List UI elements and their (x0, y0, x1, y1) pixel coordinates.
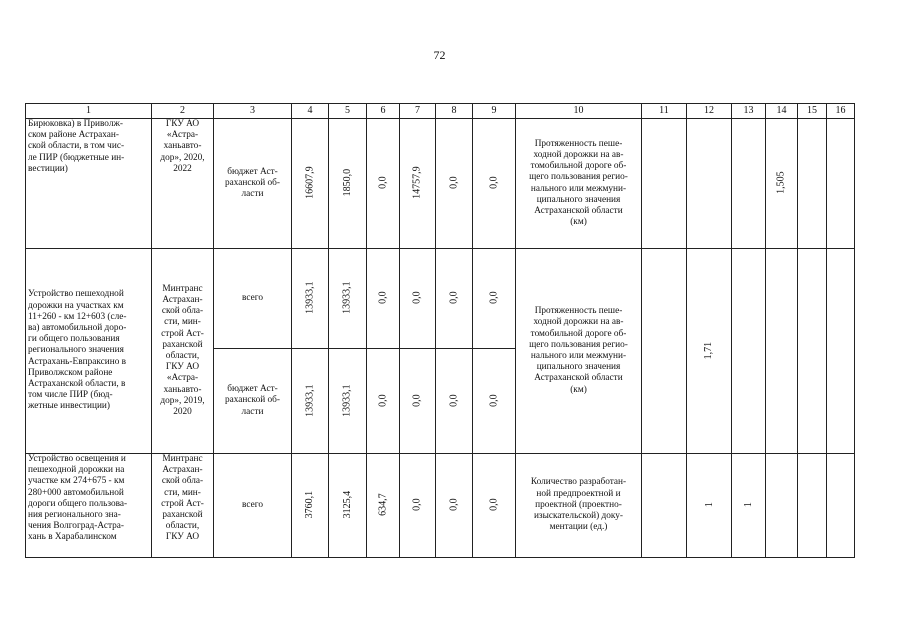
value-cell-12: 1,71 (687, 249, 732, 454)
col-header-6: 6 (367, 104, 400, 119)
value-cell-6: 0,0 (367, 119, 400, 249)
col-header-1: 1 (26, 104, 152, 119)
organization-cell: Минтранс Астрахан- ской обла- сти, мин- строй Аст- раханской области, ГКУ АО «Астра- ханьавто- дор», 2019, 2020 (152, 249, 214, 454)
value-cell-15 (798, 454, 827, 558)
value-cell-9: 0,0 (473, 249, 516, 349)
organization-cell: Минтранс Астрахан- ской обла- сти, мин- строй Аст- раханской области, ГКУ АО (152, 454, 214, 558)
value-cell-9: 0,0 (473, 454, 516, 558)
col-header-3: 3 (214, 104, 292, 119)
value-cell-8: 0,0 (436, 119, 473, 249)
table-row (26, 249, 855, 349)
col-header-16: 16 (827, 104, 855, 119)
value-cell-4: 13933,1 (292, 249, 329, 349)
funding-source-cell: всего (214, 454, 292, 558)
value-cell-16 (827, 249, 855, 454)
table-row (26, 119, 855, 249)
col-header-2: 2 (152, 104, 214, 119)
col-header-13: 13 (732, 104, 766, 119)
value-cell-7: 0,0 (400, 454, 436, 558)
header-row (26, 104, 855, 119)
value-cell-4: 16607,9 (292, 119, 329, 249)
value-cell-5: 13933,1 (329, 249, 367, 349)
value-cell-13 (732, 249, 766, 454)
value-cell-9: 0,0 (473, 119, 516, 249)
value-cell-6: 0,0 (367, 349, 400, 454)
col-header-8: 8 (436, 104, 473, 119)
col-header-10: 10 (516, 104, 642, 119)
col-header-12: 12 (687, 104, 732, 119)
value-cell-7: 0,0 (400, 249, 436, 349)
col-header-11: 11 (642, 104, 687, 119)
value-cell-6: 634,7 (367, 454, 400, 558)
value-cell-7: 14757,9 (400, 119, 436, 249)
indicator-cell: Количество разработан- ной предпроектной и проектной (проектно- изыскательской) доку- ментации (ед.) (516, 454, 642, 558)
col-header-7: 7 (400, 104, 436, 119)
value-cell-14: 1,505 (766, 119, 798, 249)
value-cell-4: 3760,1 (292, 454, 329, 558)
value-cell-12: 1 (687, 454, 732, 558)
indicator-cell: Протяженность пеше- ходной дорожки на ав- томобильной дороге об- щего пользования регио- нального или межмуни- ципального значения Астраханской области (км) (516, 249, 642, 454)
value-cell-13 (732, 119, 766, 249)
value-cell-12 (687, 119, 732, 249)
value-cell-6: 0,0 (367, 249, 400, 349)
funding-source-cell: бюджет Аст- раханской об- ласти (214, 349, 292, 454)
activity-name-cell: Устройство освещения и пешеходной дорожки на участке км 274+675 - км 280+000 автомобильной дороги общего пользова- ния регионального зна- чения Волгоград-Астра- хань в Харабалинском (26, 454, 152, 558)
funding-source-cell: бюджет Аст- раханской об- ласти (214, 119, 292, 249)
value-cell-16 (827, 454, 855, 558)
value-cell-15 (798, 249, 827, 454)
value-cell-8: 0,0 (436, 349, 473, 454)
col-header-4: 4 (292, 104, 329, 119)
value-cell-14 (766, 249, 798, 454)
funding-source-cell: всего (214, 249, 292, 349)
indicator-cell: Протяженность пеше- ходной дорожки на ав- томобильной дороге об- щего пользования регио- нального или межмуни- ципального значения Астраханской области (км) (516, 119, 642, 249)
value-cell-11 (642, 249, 687, 454)
value-cell-8: 0,0 (436, 454, 473, 558)
organization-cell: ГКУ АО «Астра- ханьавто- дор», 2020, 2022 (152, 119, 214, 249)
col-header-9: 9 (473, 104, 516, 119)
value-cell-4: 13933,1 (292, 349, 329, 454)
table-row (26, 454, 855, 558)
value-cell-11 (642, 119, 687, 249)
value-cell-9: 0,0 (473, 349, 516, 454)
page-number: 72 (433, 48, 446, 62)
value-cell-16 (827, 119, 855, 249)
activity-name-cell: Устройство пешеходной дорожки на участках км 11+260 - км 12+603 (сле- ва) автомобильной доро- ги общего пользования регионального значения Астрахань-Евпраксино в Приволжском районе Астраханской области, в том числе ПИР (бюд- жетные инвестиции) (26, 249, 152, 454)
value-cell-15 (798, 119, 827, 249)
value-cell-5: 3125,4 (329, 454, 367, 558)
value-cell-14 (766, 454, 798, 558)
value-cell-13: 1 (732, 454, 766, 558)
value-cell-11 (642, 454, 687, 558)
value-cell-8: 0,0 (436, 249, 473, 349)
program-table (25, 103, 855, 558)
col-header-14: 14 (766, 104, 798, 119)
col-header-5: 5 (329, 104, 367, 119)
value-cell-7: 0,0 (400, 349, 436, 454)
value-cell-5: 1850,0 (329, 119, 367, 249)
value-cell-5: 13933,1 (329, 349, 367, 454)
col-header-15: 15 (798, 104, 827, 119)
activity-name-cell: Бирюковка) в Приволж- ском районе Астрахан- ской области, в том чис- ле ПИР (бюджетные ин- вестиции) (26, 119, 152, 249)
